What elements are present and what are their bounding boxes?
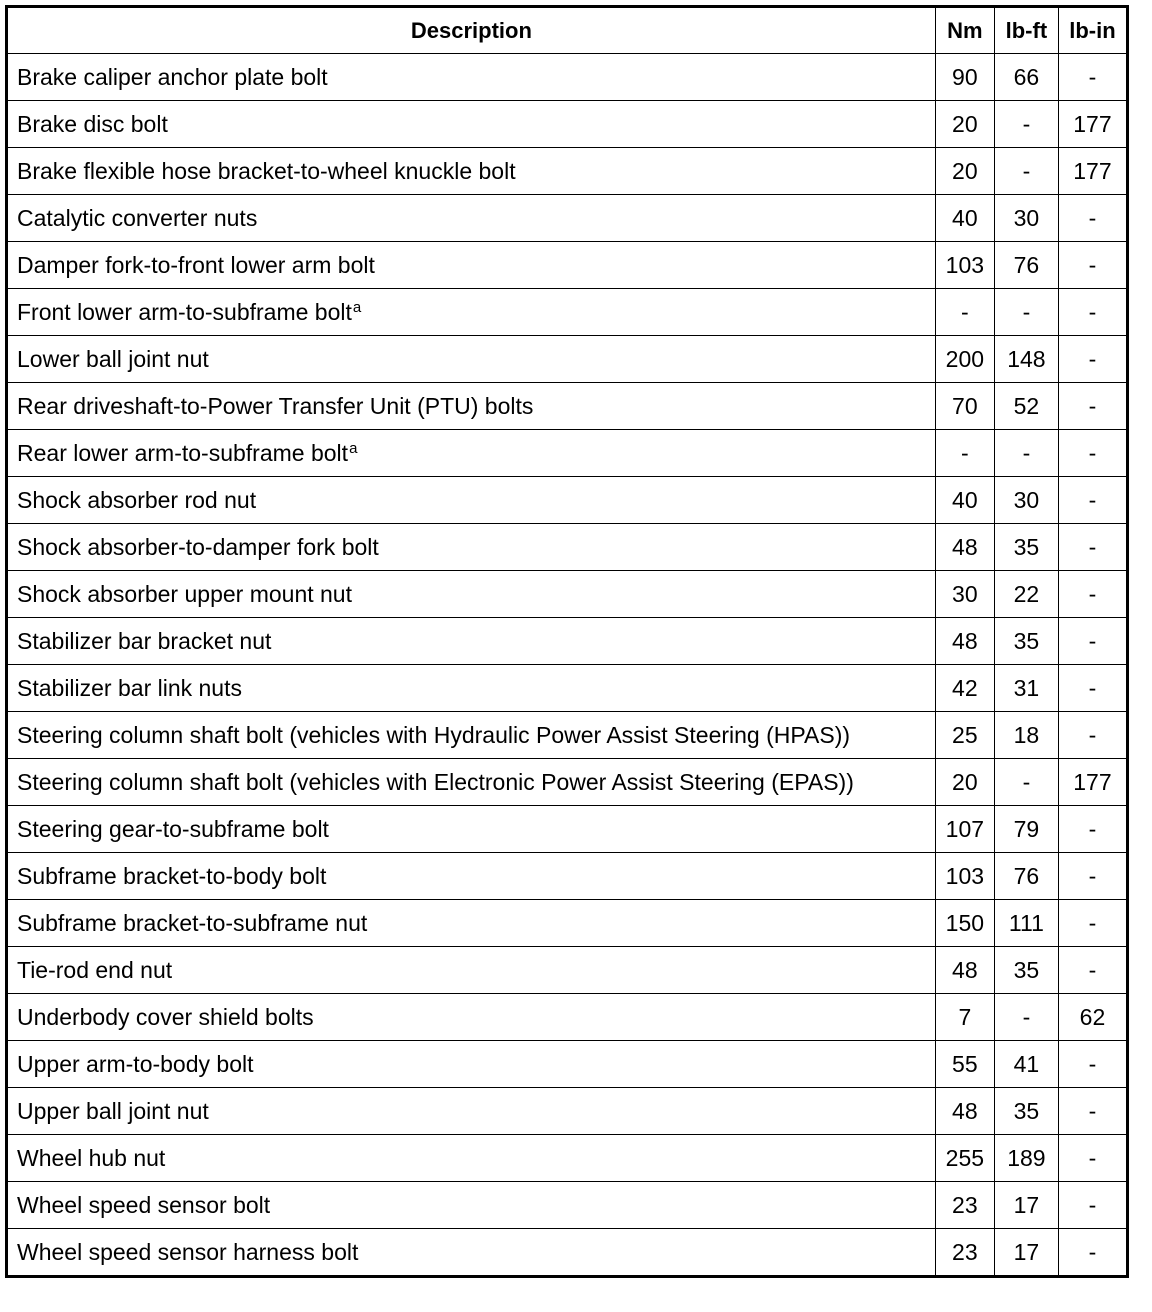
cell-description bbox=[7, 54, 936, 101]
cell-lb-ft: 76 bbox=[994, 242, 1058, 289]
description-text: Lower ball joint nut bbox=[17, 346, 209, 372]
cell-description bbox=[7, 665, 936, 712]
cell-lb-ft: 66 bbox=[994, 54, 1058, 101]
description-text: Steering column shaft bolt (vehicles with Electronic Power Assist Steering (EPAS)) bbox=[17, 769, 854, 795]
cell-lb-ft: 52 bbox=[994, 383, 1058, 430]
cell-lb-in: - bbox=[1058, 900, 1127, 947]
cell-description bbox=[7, 759, 936, 806]
table-row bbox=[7, 947, 1128, 994]
cell-nm: 42 bbox=[935, 665, 994, 712]
cell-lb-ft: 41 bbox=[994, 1041, 1058, 1088]
table-row bbox=[7, 1041, 1128, 1088]
cell-nm: - bbox=[935, 430, 994, 477]
table-row bbox=[7, 289, 1128, 336]
cell-description bbox=[7, 900, 936, 947]
cell-lb-in: - bbox=[1058, 618, 1127, 665]
table-row bbox=[7, 54, 1128, 101]
cell-nm: 48 bbox=[935, 947, 994, 994]
cell-lb-in: - bbox=[1058, 1229, 1127, 1277]
cell-lb-in: - bbox=[1058, 54, 1127, 101]
description-text: Front lower arm-to-subframe bolt bbox=[17, 299, 352, 325]
cell-nm: 20 bbox=[935, 148, 994, 195]
cell-nm: 90 bbox=[935, 54, 994, 101]
cell-lb-in: - bbox=[1058, 571, 1127, 618]
description-text: Wheel speed sensor harness bolt bbox=[17, 1239, 359, 1265]
description-text: Shock absorber-to-damper fork bolt bbox=[17, 534, 379, 560]
description-text: Steering column shaft bolt (vehicles with Hydraulic Power Assist Steering (HPAS)) bbox=[17, 722, 851, 748]
cell-lb-ft: 79 bbox=[994, 806, 1058, 853]
cell-lb-ft: - bbox=[994, 148, 1058, 195]
table-row bbox=[7, 148, 1128, 195]
table-row bbox=[7, 101, 1128, 148]
cell-nm: - bbox=[935, 289, 994, 336]
cell-lb-in: - bbox=[1058, 712, 1127, 759]
footnote-marker: a bbox=[352, 299, 362, 316]
cell-nm: 30 bbox=[935, 571, 994, 618]
cell-lb-in: - bbox=[1058, 477, 1127, 524]
cell-nm: 103 bbox=[935, 853, 994, 900]
cell-description bbox=[7, 1135, 936, 1182]
table-row bbox=[7, 242, 1128, 289]
cell-lb-ft: - bbox=[994, 759, 1058, 806]
cell-lb-ft: 30 bbox=[994, 477, 1058, 524]
cell-lb-in: - bbox=[1058, 806, 1127, 853]
cell-nm: 40 bbox=[935, 195, 994, 242]
header-description: Description bbox=[7, 7, 936, 54]
table-row bbox=[7, 806, 1128, 853]
cell-lb-in: - bbox=[1058, 195, 1127, 242]
cell-lb-ft: - bbox=[994, 430, 1058, 477]
cell-lb-ft: - bbox=[994, 101, 1058, 148]
cell-lb-in: - bbox=[1058, 947, 1127, 994]
cell-lb-in: - bbox=[1058, 242, 1127, 289]
cell-lb-in: - bbox=[1058, 1041, 1127, 1088]
cell-description bbox=[7, 571, 936, 618]
description-text: Subframe bracket-to-body bolt bbox=[17, 863, 327, 889]
header-lb-in: lb-in bbox=[1058, 7, 1127, 54]
cell-lb-ft: 35 bbox=[994, 524, 1058, 571]
description-text: Catalytic converter nuts bbox=[17, 205, 258, 231]
cell-nm: 150 bbox=[935, 900, 994, 947]
description-text: Damper fork-to-front lower arm bolt bbox=[17, 252, 375, 278]
cell-description bbox=[7, 101, 936, 148]
table-row bbox=[7, 618, 1128, 665]
cell-lb-ft: - bbox=[994, 994, 1058, 1041]
cell-lb-in: - bbox=[1058, 336, 1127, 383]
cell-nm: 107 bbox=[935, 806, 994, 853]
description-text: Brake flexible hose bracket-to-wheel knuckle bolt bbox=[17, 158, 516, 184]
cell-nm: 25 bbox=[935, 712, 994, 759]
cell-nm: 55 bbox=[935, 1041, 994, 1088]
cell-nm: 20 bbox=[935, 759, 994, 806]
table-row bbox=[7, 853, 1128, 900]
cell-nm: 20 bbox=[935, 101, 994, 148]
cell-lb-ft: - bbox=[994, 289, 1058, 336]
description-text: Wheel speed sensor bolt bbox=[17, 1192, 271, 1218]
description-text: Subframe bracket-to-subframe nut bbox=[17, 910, 368, 936]
cell-nm: 103 bbox=[935, 242, 994, 289]
cell-lb-ft: 22 bbox=[994, 571, 1058, 618]
cell-description bbox=[7, 947, 936, 994]
cell-nm: 255 bbox=[935, 1135, 994, 1182]
table-row bbox=[7, 994, 1128, 1041]
description-text: Underbody cover shield bolts bbox=[17, 1004, 314, 1030]
cell-lb-ft: 18 bbox=[994, 712, 1058, 759]
cell-description bbox=[7, 1088, 936, 1135]
description-text: Stabilizer bar link nuts bbox=[17, 675, 242, 701]
footnote-marker: a bbox=[349, 440, 358, 457]
cell-description bbox=[7, 1041, 936, 1088]
cell-description bbox=[7, 1229, 936, 1277]
table-row bbox=[7, 900, 1128, 947]
table-row bbox=[7, 383, 1128, 430]
cell-description bbox=[7, 524, 936, 571]
table-row bbox=[7, 1182, 1128, 1229]
cell-lb-ft: 35 bbox=[994, 1088, 1058, 1135]
cell-lb-in: - bbox=[1058, 289, 1127, 336]
description-text: Steering gear-to-subframe bolt bbox=[17, 816, 329, 842]
cell-lb-in: 177 bbox=[1058, 148, 1127, 195]
cell-description bbox=[7, 148, 936, 195]
cell-nm: 48 bbox=[935, 618, 994, 665]
cell-description bbox=[7, 477, 936, 524]
table-row bbox=[7, 477, 1128, 524]
cell-description bbox=[7, 994, 936, 1041]
table-row bbox=[7, 1135, 1128, 1182]
cell-description bbox=[7, 242, 936, 289]
cell-lb-in: 62 bbox=[1058, 994, 1127, 1041]
cell-lb-ft: 35 bbox=[994, 618, 1058, 665]
cell-lb-in: - bbox=[1058, 1135, 1127, 1182]
table-header-row bbox=[7, 7, 1128, 54]
cell-description bbox=[7, 618, 936, 665]
cell-lb-ft: 111 bbox=[994, 900, 1058, 947]
description-text: Shock absorber upper mount nut bbox=[17, 581, 352, 607]
cell-nm: 70 bbox=[935, 383, 994, 430]
table-row bbox=[7, 759, 1128, 806]
description-text: Rear lower arm-to-subframe bolt bbox=[17, 440, 349, 466]
cell-description bbox=[7, 853, 936, 900]
cell-description bbox=[7, 383, 936, 430]
cell-description bbox=[7, 336, 936, 383]
cell-nm: 48 bbox=[935, 1088, 994, 1135]
cell-lb-in: - bbox=[1058, 1182, 1127, 1229]
cell-description bbox=[7, 289, 936, 336]
description-text: Brake caliper anchor plate bolt bbox=[17, 64, 328, 90]
cell-lb-in: - bbox=[1058, 665, 1127, 712]
cell-nm: 200 bbox=[935, 336, 994, 383]
header-lb-ft: lb-ft bbox=[994, 7, 1058, 54]
cell-lb-ft: 35 bbox=[994, 947, 1058, 994]
description-text: Upper arm-to-body bolt bbox=[17, 1051, 254, 1077]
table-row bbox=[7, 1229, 1128, 1277]
cell-lb-ft: 31 bbox=[994, 665, 1058, 712]
cell-lb-in: - bbox=[1058, 1088, 1127, 1135]
cell-lb-ft: 17 bbox=[994, 1229, 1058, 1277]
description-text: Upper ball joint nut bbox=[17, 1098, 209, 1124]
cell-description bbox=[7, 195, 936, 242]
description-text: Stabilizer bar bracket nut bbox=[17, 628, 272, 654]
table-row bbox=[7, 665, 1128, 712]
cell-nm: 48 bbox=[935, 524, 994, 571]
cell-lb-in: - bbox=[1058, 853, 1127, 900]
description-text: Wheel hub nut bbox=[17, 1145, 166, 1171]
cell-lb-ft: 30 bbox=[994, 195, 1058, 242]
table-row bbox=[7, 712, 1128, 759]
cell-lb-in: - bbox=[1058, 383, 1127, 430]
cell-nm: 40 bbox=[935, 477, 994, 524]
cell-lb-in: - bbox=[1058, 524, 1127, 571]
cell-lb-in: 177 bbox=[1058, 101, 1127, 148]
cell-nm: 7 bbox=[935, 994, 994, 1041]
cell-description bbox=[7, 806, 936, 853]
table-row bbox=[7, 430, 1128, 477]
description-text: Brake disc bolt bbox=[17, 111, 168, 137]
table-body bbox=[7, 54, 1128, 1277]
cell-lb-ft: 189 bbox=[994, 1135, 1058, 1182]
cell-lb-ft: 76 bbox=[994, 853, 1058, 900]
cell-lb-ft: 148 bbox=[994, 336, 1058, 383]
description-text: Tie-rod end nut bbox=[17, 957, 173, 983]
cell-description bbox=[7, 430, 936, 477]
cell-lb-in: 177 bbox=[1058, 759, 1127, 806]
table-row bbox=[7, 1088, 1128, 1135]
torque-specifications-table bbox=[5, 5, 1129, 1278]
cell-nm: 23 bbox=[935, 1182, 994, 1229]
cell-lb-in: - bbox=[1058, 430, 1127, 477]
table-row bbox=[7, 571, 1128, 618]
cell-description bbox=[7, 1182, 936, 1229]
table-row bbox=[7, 336, 1128, 383]
cell-nm: 23 bbox=[935, 1229, 994, 1277]
description-text: Shock absorber rod nut bbox=[17, 487, 257, 513]
header-nm: Nm bbox=[935, 7, 994, 54]
table-row bbox=[7, 524, 1128, 571]
cell-lb-ft: 17 bbox=[994, 1182, 1058, 1229]
table-row bbox=[7, 195, 1128, 242]
cell-description bbox=[7, 712, 936, 759]
description-text: Rear driveshaft-to-Power Transfer Unit (PTU) bolts bbox=[17, 393, 534, 419]
